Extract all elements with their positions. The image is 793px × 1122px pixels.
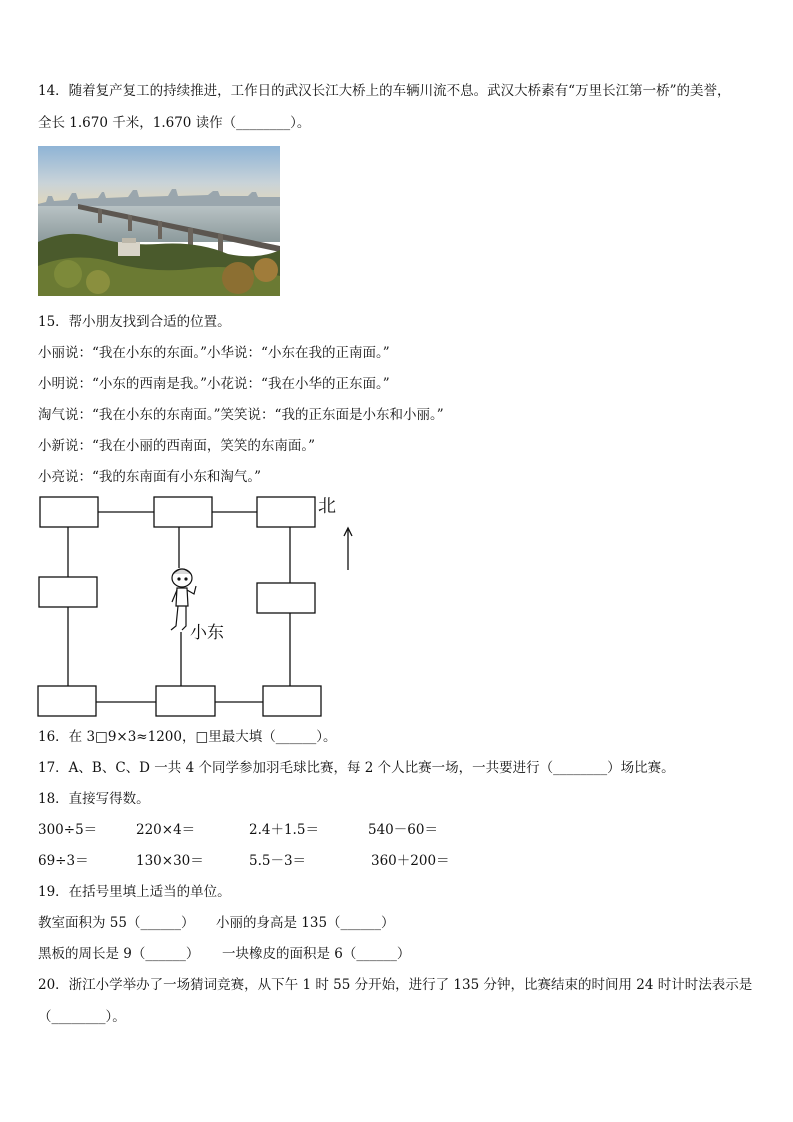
position-grid xyxy=(36,490,376,722)
answer-box-top-left[interactable] xyxy=(40,497,98,527)
q15-statement-5: 小亮说：“我的东南面有小东和淘气。” xyxy=(38,469,262,485)
child-name-label: 小东 xyxy=(190,623,224,643)
position-diagram xyxy=(36,490,376,722)
calc-item: 69÷3＝ xyxy=(38,853,89,869)
child-figure-icon xyxy=(171,569,196,630)
q15-title: 15．帮小朋友找到合适的位置。 xyxy=(38,314,231,330)
q15-statement-3: 淘气说：“我在小东的东南面。”笑笑说：“我的正东面是小东和小丽。” xyxy=(38,407,444,423)
calc-item: 300÷5＝ xyxy=(38,822,98,838)
q18-title: 18．直接写得数。 xyxy=(38,791,150,807)
q19-item-classroom: 教室面积为 55（______） xyxy=(38,915,195,931)
q19-item-eraser: 一块橡皮的面积是 6（______） xyxy=(222,946,411,962)
bridge-photo-illustration xyxy=(38,146,280,296)
north-label: 北 xyxy=(318,496,336,517)
calc-item: 220×4＝ xyxy=(136,822,196,838)
answer-box-middle-left[interactable] xyxy=(39,577,97,607)
q15-statement-2: 小明说：“小东的西南是我。”小花说：“我在小华的正东面。” xyxy=(38,376,390,392)
q15-statement-4: 小新说：“我在小丽的西南面，笑笑的东南面。” xyxy=(38,438,316,454)
calc-item: 2.4＋1.5＝ xyxy=(249,822,319,838)
calc-item: 5.5－3＝ xyxy=(249,853,307,869)
calc-item: 360＋200＝ xyxy=(371,853,450,869)
q20-text-line1: 20．浙江小学举办了一场猜词竞赛，从下午 1 时 55 分开始，进行了 135 分钟，比赛结束的时间用 24 时计时法表示是 xyxy=(38,977,753,993)
q14-text-line1: 14．随着复产复工的持续推进，工作日的武汉长江大桥上的车辆川流不息。武汉大桥素有“万里长江第一桥”的美誉， xyxy=(38,83,731,99)
q15-statement-1: 小丽说：“我在小东的东面。”小华说：“小东在我的正南面。” xyxy=(38,345,390,361)
q19-item-height: 小丽的身高是 135（______） xyxy=(216,915,395,931)
calc-item: 540－60＝ xyxy=(368,822,438,838)
q17-text: 17．A、B、C、D 一共 4 个同学参加羽毛球比赛，每 2 个人比赛一场，一共要进行（________）场比赛。 xyxy=(38,760,675,776)
answer-box-bottom-right[interactable] xyxy=(263,686,321,716)
answer-box-bottom-left[interactable] xyxy=(38,686,96,716)
answer-box-top-center[interactable] xyxy=(154,497,212,527)
bridge-photo xyxy=(38,146,280,296)
answer-box-top-right[interactable] xyxy=(257,497,315,527)
q19-item-blackboard: 黑板的周长是 9（______） xyxy=(38,946,200,962)
q14-text-line2: 全长 1.670 千米，1.670 读作（________）。 xyxy=(38,115,311,131)
q16-text: 16．在 3□9×3≈1200，□里最大填（______）。 xyxy=(38,729,337,745)
q19-title: 19．在括号里填上适当的单位。 xyxy=(38,884,231,900)
answer-box-bottom-center[interactable] xyxy=(156,686,215,716)
q20-text-line2: （________）。 xyxy=(38,1009,126,1025)
answer-box-middle-right[interactable] xyxy=(257,583,315,613)
calc-item: 130×30＝ xyxy=(136,853,204,869)
